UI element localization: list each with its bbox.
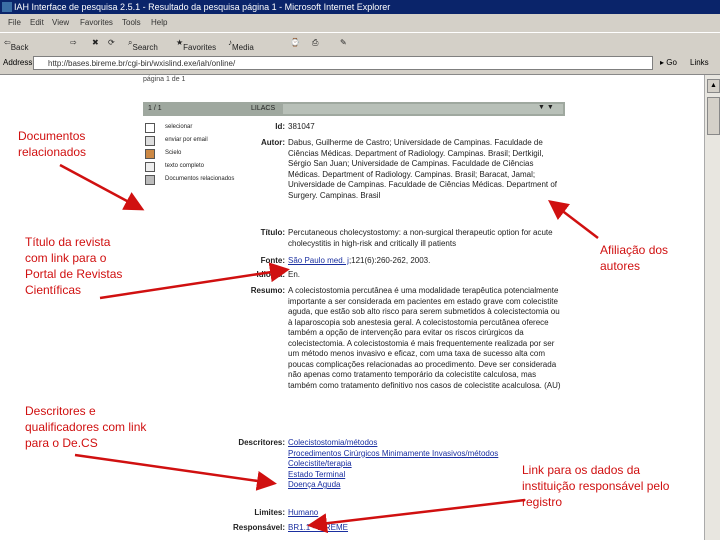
limits-label: Limites: [254,508,285,517]
search-label: Search [132,43,158,52]
id-label: Id: [275,122,285,131]
back-label: Back [10,43,29,52]
responsible-label: Responsável: [232,523,285,532]
menu-file[interactable]: File [8,18,21,27]
refresh-icon[interactable]: ⟳ [108,38,115,47]
annotation-journal: Título da revista com link para o Portal de Revistas Científicas [25,235,123,297]
authors-label: Autor: [261,138,285,147]
authors-value: Dabus, Guilherme de Castro; Universidade de Campinas. Faculdade de Ciências Médicas. Department of Radiology. Campinas. Brasil; Dertkigil, Sérgio San Juan; Universidade de Campinas. Faculdade de Ciências Médicas. Department of Radiology. Campinas. Brasil; Baracat, Jamal; Universidade de Campinas. Faculdade de Ciências Médicas. Department of Surgery. Campinas. Brasil [288,138,558,200]
window-title: IAH Interface de pesquisa 2.5.1 - Resultado da pesquisa página 1 - Microsoft Internet Explorer [14,2,391,12]
search-button[interactable]: ⌕ Search [128,38,158,52]
limits-link[interactable]: Humano [288,508,319,517]
abstract-label: Resumo: [250,286,285,295]
descriptor-link[interactable]: Estado Terminal [288,469,346,479]
arrow-affiliation [552,203,598,238]
annotation-related: Documentos relacionados [18,129,87,159]
scroll-up-icon[interactable]: ▲ [707,79,720,93]
forward-button[interactable]: ⇨ [70,38,77,47]
favorites-button[interactable]: ★ Favorites [176,38,217,52]
journal-link[interactable]: São Paulo med. j [288,256,349,265]
media-button[interactable]: ♪ Media [228,38,254,52]
id-value: 381047 [288,122,315,131]
address-label: Address [3,58,33,67]
menu-tools[interactable]: Tools [122,18,141,27]
arrow-journal [100,270,285,298]
print-icon[interactable]: ⎙ [312,38,319,47]
annotation-affiliation: Afiliação dos autores [600,243,669,273]
favorites-label: Favorites [183,43,217,52]
media-label: Media [232,43,254,52]
action-label: selecionar [165,124,193,130]
database-label: LILACS [251,105,276,112]
source-rest: ;121(6):260-262, 2003. [348,256,431,265]
result-count: 1 / 1 [148,105,162,112]
links-button[interactable]: Links [690,58,709,67]
stop-button[interactable]: ✖ [92,38,99,47]
title-value: Percutaneous cholecystostomy: a non-surgical therapeutic option for acute cholecystitis in high-risk and critically ill patients [288,228,553,248]
annotation-descriptors: Descritores e qualificadores com link para o De.CS [25,404,147,450]
action-label: Documentos relacionados [165,176,235,182]
menu-help[interactable]: Help [151,18,168,27]
page-info: página 1 de 1 [143,76,186,83]
go-label: Go [666,58,677,67]
title-label: Título: [260,228,285,237]
menu-favorites[interactable]: Favorites [80,18,113,27]
history-icon[interactable]: ⌚ [290,38,300,47]
descriptors-label: Descritores: [238,438,285,447]
edit-icon[interactable]: ✎ [340,38,347,47]
arrow-responsible [312,500,525,525]
source-label: Fonte: [260,256,285,265]
menu-view[interactable]: View [52,18,70,27]
arrow-descriptors [75,455,272,483]
action-label: enviar por email [165,137,208,143]
abstract-value: A colecistostomia percutânea é uma modalidade terapêutica potencialmente importante a ser considerada em pacientes em estado grave com colecistite aguda, que estão sob alto risco para serem submetidos à colecistectomia ou à laparoscopia sob anestesia geral. A colecistostomia percutânea oferece também a opção de intervenção para evitar os riscos cirúrgicos da colecistectomia. A colecistostomia é mais frequentemente realizada por ser um método menos invasivo e eficaz, com uma taxa de sucesso alta com poucas complicações relacionadas ao procedimento. Deve ser considerada não apenas como tratamento temporário da colecistite calculosa, mas também como tratamento definitivo nos casos de colecistite acalculosa. (AU) [288,286,561,390]
action-label: texto completo [165,163,205,169]
annotation-responsible: Link para os dados da instituição responsável pelo registro [522,463,670,509]
back-button[interactable]: ⇦ Back [4,38,29,52]
action-label: Scielo [165,150,182,156]
go-button[interactable]: ▸ Go [660,58,677,67]
arrow-related [60,165,140,208]
responsible-link[interactable]: BR1.1 - BIREME [288,523,349,532]
chevron-down-icon[interactable]: ▼ ▼ [538,104,554,111]
descriptor-link[interactable]: Procedimentos Cirúrgicos Minimamente Invasivos/métodos [288,448,499,458]
menu-edit[interactable]: Edit [30,18,44,27]
descriptor-link[interactable]: Doença Aguda [288,480,341,489]
lang-value: En. [288,270,301,279]
descriptor-link[interactable]: Colecistite/terapia [288,459,352,468]
address-input[interactable]: http://bases.bireme.br/cgi-bin/wxislind.exe/iah/online/ [33,56,653,70]
lang-label: Idioma: [256,270,285,279]
descriptor-link[interactable]: Colecistostomia/métodos [288,438,378,447]
